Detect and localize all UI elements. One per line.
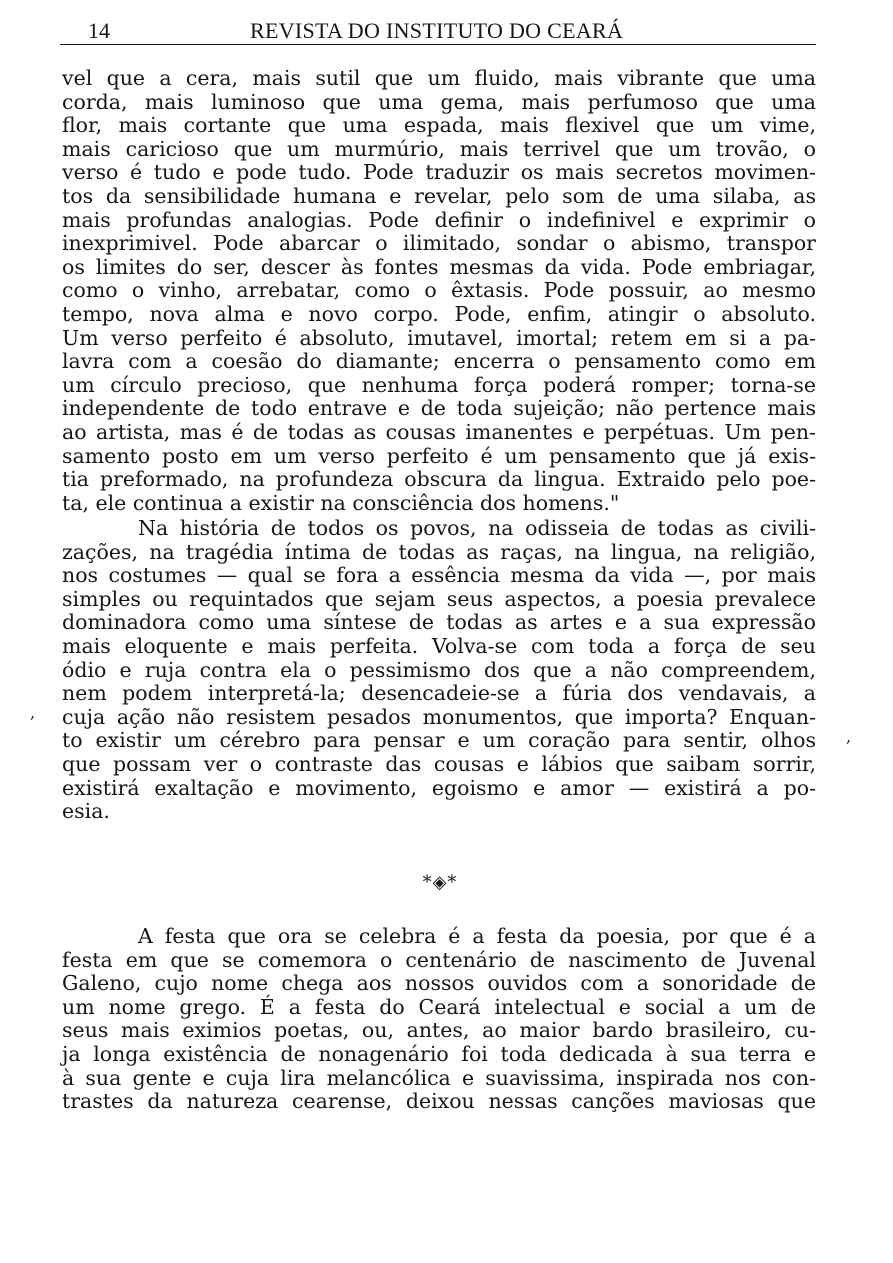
text-line: um círculo precioso, que nenhuma força poderá romper; torna-se — [62, 372, 816, 397]
text-line: ta, ele continua a existir na consciência dos homens." — [62, 490, 620, 515]
text-line: nos costumes — qual se fora a essência mesma da vida —, por mais — [62, 563, 816, 588]
text-line: ódio e ruja contra ela o pessimismo dos que a não compreendem, — [62, 657, 816, 682]
text-line: to existir um cérebro para pensar e um coração para sentir, olhos — [62, 728, 816, 753]
text-line: cuja ação não resistem pesados monumentos, que importa? Enquan- — [62, 704, 816, 729]
text-line: inexprimivel. Pode abarcar o ilimitado, sondar o abismo, transpor — [62, 231, 816, 256]
page-header — [60, 14, 816, 45]
paragraph-2 — [62, 517, 816, 824]
text-line: como o vinho, arrebatar, como o êxtasis. Pode possuir, ao mesmo — [62, 278, 816, 303]
text-line: independente de todo entrave e de toda sujeição; não pertence mais — [62, 396, 816, 421]
text-line: mais caricioso que um murmúrio, mais terrivel que um trovão, o — [62, 136, 816, 161]
paragraph-1 — [62, 67, 816, 515]
text-line: Na história de todos os povos, na odisseia de todas as civili- — [138, 516, 816, 540]
text-line: à sua gente e cuja lira melancólica e suavissima, inspirada nos con- — [62, 1065, 816, 1090]
text-line: samento posto em um verso perfeito é um pensamento que já exis- — [62, 443, 816, 468]
text-line: mais eloquente e mais perfeita. Volva-se com toda a força de seu — [62, 633, 816, 658]
text-line: vel que a cera, mais sutil que um fluido, mais vibrante que uma — [62, 66, 816, 90]
text-line: verso é tudo e pode tudo. Pode traduzir os mais secretos movimen- — [62, 160, 816, 185]
page-number: 14 — [88, 18, 110, 43]
text-line: flor, mais cortante que uma espada, mais flexivel que um vime, — [62, 113, 816, 138]
text-line: seus mais eximios poetas, ou, antes, ao maior bardo brasileiro, cu- — [62, 1018, 816, 1043]
text-line: A festa que ora se celebra é a festa da poesia, por que é a — [138, 924, 816, 948]
text-line: que possam ver o contraste das cousas e lábios que saibam sorrir, — [62, 751, 816, 776]
text-line: tempo, nova alma e novo corpo. Pode, enfim, atingir o absoluto. — [62, 301, 816, 326]
text-line: ao artista, mas é de todas as cousas imanentes e perpétuas. Um pen- — [62, 419, 816, 444]
text-line: nem podem interpretá-la; desencadeie-se a fúria dos vendavais, a — [62, 681, 816, 706]
text-line: um nome grego. É a festa do Ceará intelectual e social a um de — [62, 994, 816, 1019]
margin-speck-mark: , — [30, 703, 36, 722]
text-line: festa em que se comemora o centenário de nascimento de Juvenal — [62, 947, 816, 972]
text-line: Galeno, cujo nome chega aos nossos ouvidos com a sonoridade de — [62, 971, 816, 996]
paragraph-3 — [62, 925, 816, 1114]
running-title: REVISTA DO INSTITUTO DO CEARÁ — [250, 18, 624, 43]
text-line: zações, na tragédia íntima de todas as raças, na lingua, na religião, — [62, 539, 816, 564]
text-line: lavra com a coesão do diamante; encerra o pensamento como em — [62, 349, 816, 374]
text-line: dominadora como uma síntese de todas as artes e a sua expressão — [62, 610, 816, 635]
text-line: corda, mais luminoso que uma gema, mais perfumoso que uma — [62, 89, 816, 114]
section-separator: *◈* — [422, 872, 458, 893]
text-line: tia preformado, na profundeza obscura da lingua. Extraido pelo poe- — [62, 467, 816, 492]
text-line: tos da sensibilidade humana e revelar, pelo som de uma silaba, as — [62, 183, 816, 208]
text-line: os limites do ser, descer às fontes mesmas da vida. Pode embriagar, — [62, 254, 816, 279]
text-line: mais profundas analogias. Pode definir o indefinivel e exprimir o — [62, 207, 816, 232]
text-line: simples ou requintados que sejam seus aspectos, a poesia prevalece — [62, 586, 816, 611]
text-line: esia. — [62, 799, 110, 824]
margin-speck-mark: , — [846, 727, 852, 746]
text-line: trastes da natureza cearense, deixou nessas canções maviosas que — [62, 1089, 816, 1114]
text-line: Um verso perfeito é absoluto, imutavel, imortal; retem em si a pa- — [62, 325, 816, 350]
text-line: existirá exaltação e movimento, egoismo e amor — existirá a po- — [62, 775, 816, 800]
text-line: ja longa existência de nonagenário foi toda dedicada à sua terra e — [62, 1041, 816, 1066]
